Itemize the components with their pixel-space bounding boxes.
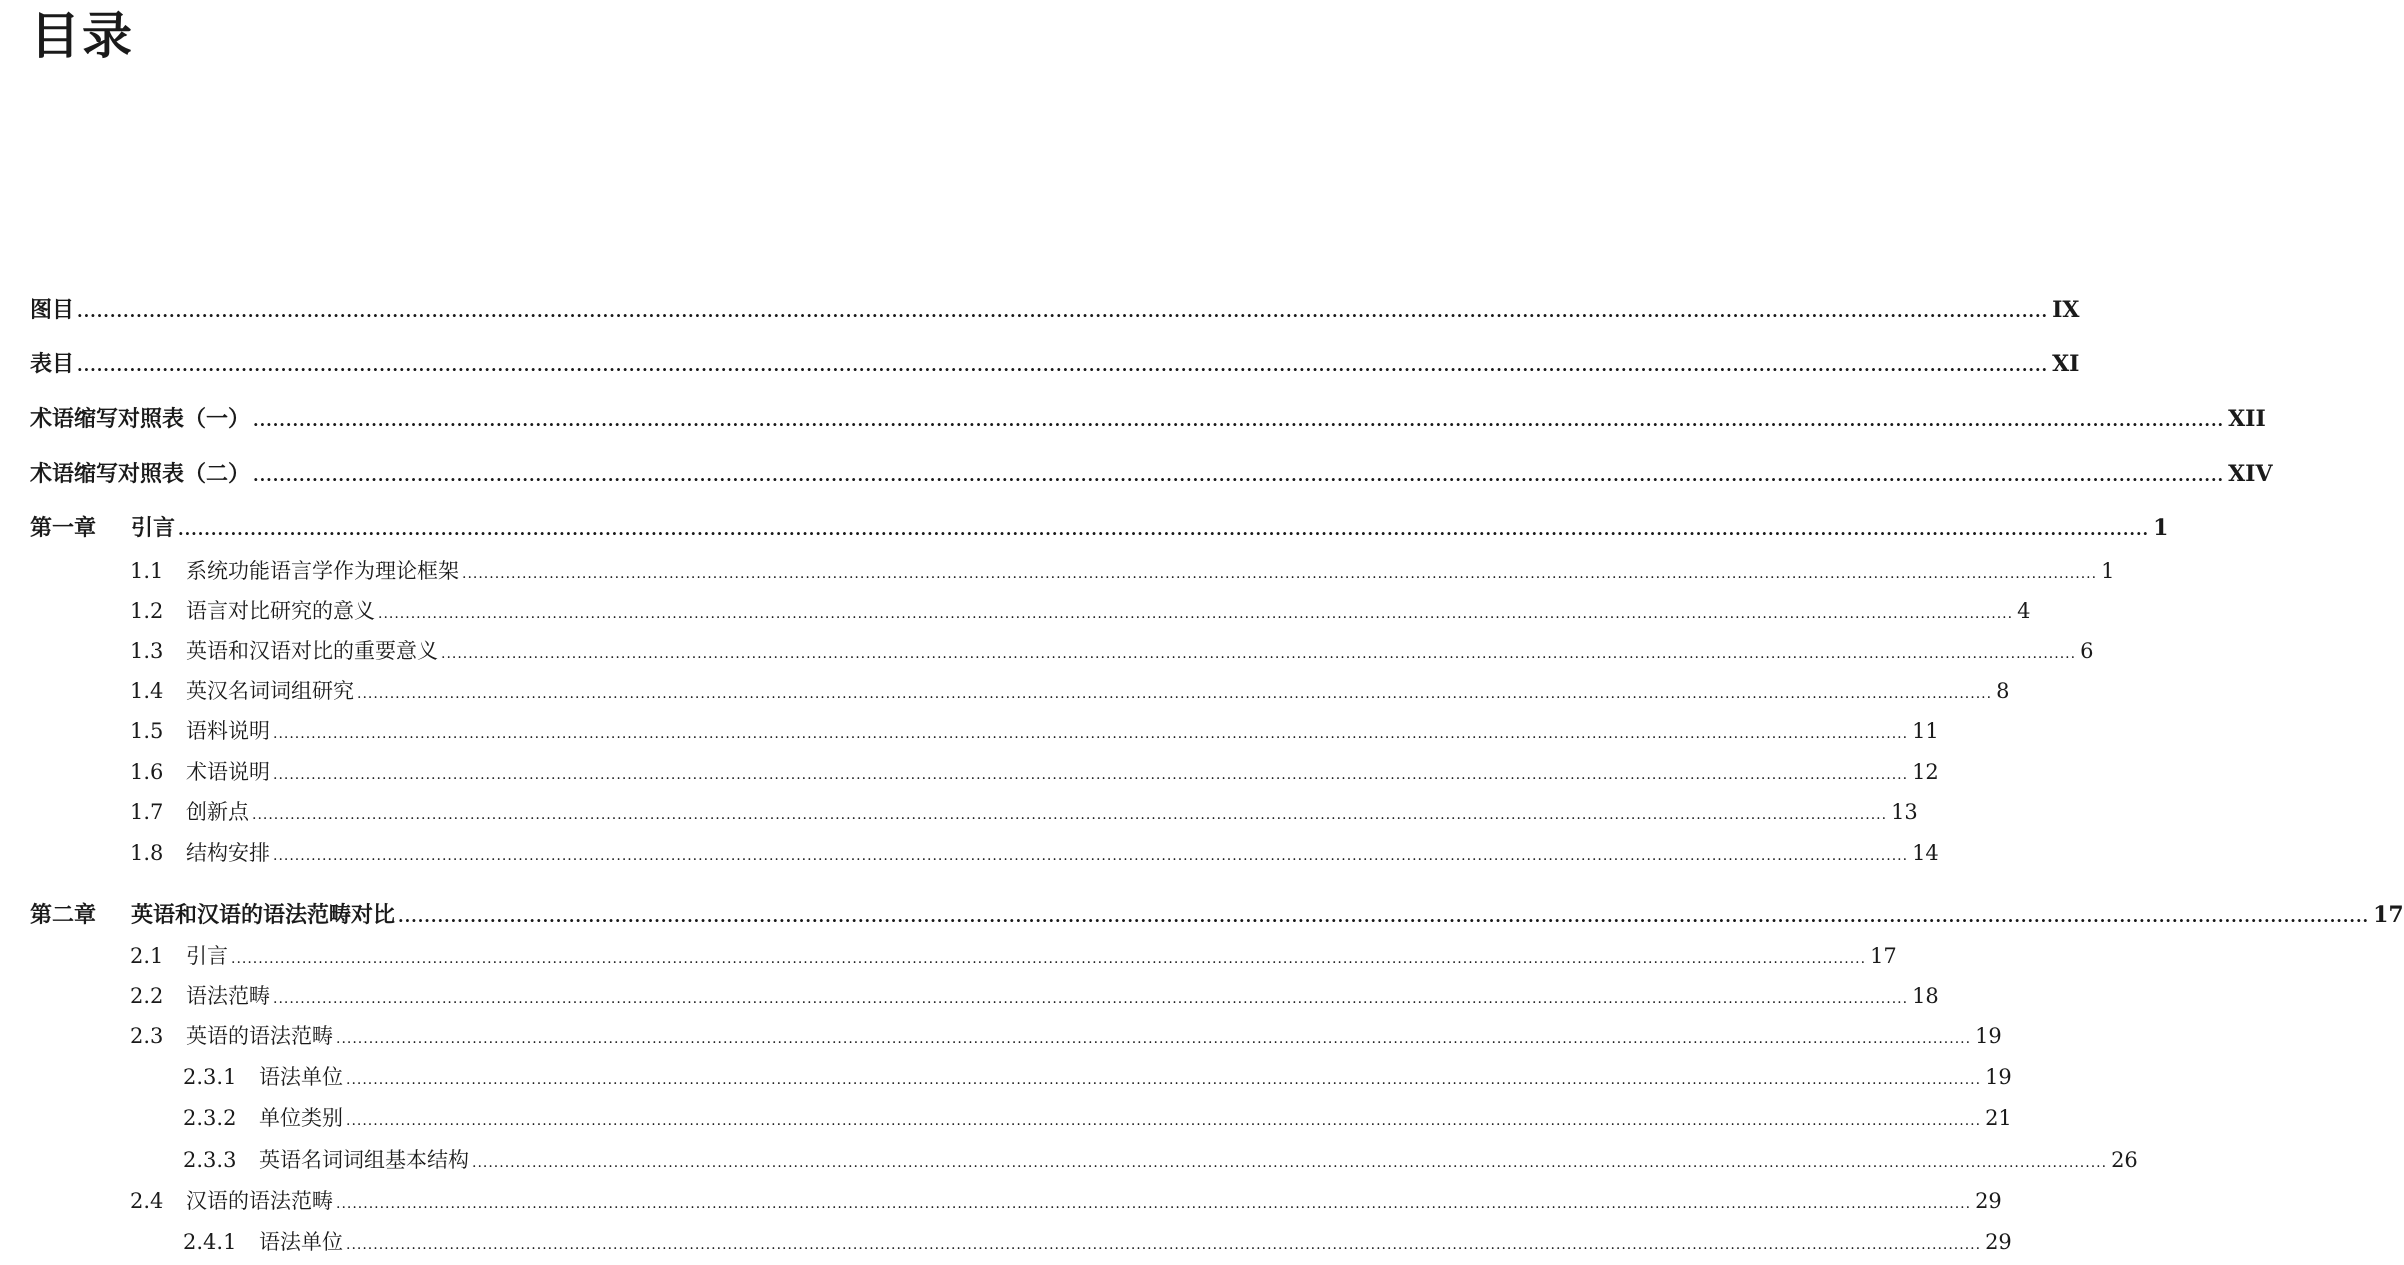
toc-entry-section-1-3[interactable]	[130, 635, 2094, 669]
toc-entry-title: 引言	[186, 944, 228, 968]
dot-leader: ............................................................................................................................................................................................................................................................................................................	[472, 1155, 2108, 1171]
toc-entry-title: 结构安排	[186, 841, 270, 865]
toc-entry-subsection-2-3-2[interactable]	[183, 1102, 2012, 1136]
toc-entry-page: 8	[1996, 679, 2010, 703]
toc-entry-page: 6	[2080, 639, 2094, 663]
toc-entry-page: XIV	[2228, 461, 2273, 487]
toc-entry-page: XI	[2052, 351, 2080, 377]
dot-leader: ............................................................................................................................................................................................................................................................................................................	[441, 646, 2077, 662]
toc-entry-title: 单位类别	[259, 1106, 343, 1130]
toc-entry-page: 26	[2111, 1148, 2138, 1172]
toc-entry-title: 语法范畴	[186, 984, 270, 1008]
toc-entry-title: 英汉名词词组研究	[186, 679, 354, 703]
dot-leader: ............................................................................................................................................................................................................................................................................................................	[77, 302, 2049, 321]
toc-entry-subsection-2-3-1[interactable]	[183, 1061, 2012, 1095]
toc-entry-section-1-7[interactable]	[130, 796, 1918, 830]
dot-leader: ............................................................................................................................................................................................................................................................................................................	[378, 606, 2014, 622]
toc-entry-section-1-5[interactable]	[130, 715, 1939, 749]
dot-leader: ............................................................................................................................................................................................................................................................................................................	[231, 951, 1867, 967]
dot-leader: ............................................................................................................................................................................................................................................................................................................	[336, 1031, 1972, 1047]
toc-entry-section-2-3[interactable]	[130, 1020, 2002, 1054]
toc-entry-number: 2.4.1	[183, 1230, 237, 1254]
toc-entry-page: XII	[2228, 406, 2266, 432]
toc-entry-number: 1.8	[130, 841, 164, 865]
toc-entry-page: 17	[2373, 902, 2404, 928]
dot-leader: ............................................................................................................................................................................................................................................................................................................	[252, 807, 1888, 823]
toc-entry-page: 29	[1985, 1230, 2012, 1254]
toc-entry-title: 图目	[30, 297, 75, 323]
toc-entry-number: 1.6	[130, 760, 164, 784]
toc-entry-section-2-2[interactable]	[130, 980, 1939, 1014]
toc-entry-number: 2.3	[130, 1024, 164, 1048]
toc-entry-page: 12	[1912, 760, 1939, 784]
toc-entry-number: 2.3.1	[183, 1065, 237, 1089]
toc-entry-section-1-1[interactable]	[130, 555, 2115, 589]
toc-entry-number: 1.5	[130, 719, 164, 743]
toc-entry-page: 19	[1985, 1065, 2012, 1089]
toc-entry-title: 语料说明	[186, 719, 270, 743]
toc-entry-title: 术语缩写对照表（二）	[30, 461, 251, 487]
toc-entry-title: 系统功能语言学作为理论框架	[186, 559, 459, 583]
toc-entry-number: 2.1	[130, 944, 164, 968]
dot-leader: ............................................................................................................................................................................................................................................................................................................	[273, 726, 1909, 742]
toc-entry-number: 2.3.3	[183, 1148, 237, 1172]
toc-entry-title: 语法单位	[259, 1230, 343, 1254]
toc-entry-number: 2.3.2	[183, 1106, 237, 1130]
toc-entry-title: 引言	[131, 515, 176, 541]
toc-entry-section-1-6[interactable]	[130, 756, 1939, 790]
dot-leader: ............................................................................................................................................................................................................................................................................................................	[273, 767, 1909, 783]
dot-leader: ............................................................................................................................................................................................................................................................................................................	[357, 686, 1993, 702]
toc-entry-page: 13	[1891, 800, 1918, 824]
toc-entry-page: 17	[1870, 944, 1897, 968]
toc-entry-section-1-4[interactable]	[130, 675, 2010, 709]
toc-entry-abbreviations-1[interactable]	[30, 402, 2266, 436]
dot-leader: ............................................................................................................................................................................................................................................................................................................	[77, 356, 2049, 375]
dot-leader: ............................................................................................................................................................................................................................................................................................................	[336, 1196, 1972, 1212]
toc-entry-subsection-2-3-3[interactable]	[183, 1144, 2138, 1178]
dot-leader: ............................................................................................................................................................................................................................................................................................................	[346, 1237, 1982, 1253]
toc-entry-title: 术语说明	[186, 760, 270, 784]
toc-entry-page: 11	[1912, 719, 1939, 743]
toc-entry-tables[interactable]	[30, 347, 2080, 381]
toc-entry-page: 21	[1985, 1106, 2012, 1130]
toc-entry-number: 1.7	[130, 800, 164, 824]
dot-leader: ............................................................................................................................................................................................................................................................................................................	[178, 520, 2150, 539]
toc-entry-page: 29	[1975, 1189, 2002, 1213]
toc-entry-title: 语言对比研究的意义	[186, 599, 375, 623]
toc-entry-chapter-1[interactable]	[30, 511, 2169, 545]
page-title: 目录	[30, 6, 134, 65]
dot-leader: ............................................................................................................................................................................................................................................................................................................	[346, 1072, 1982, 1088]
toc-entry-subsection-2-4-1[interactable]	[183, 1226, 2012, 1260]
toc-entry-section-1-8[interactable]	[130, 837, 1939, 871]
toc-entry-number: 2.2	[130, 984, 164, 1008]
dot-leader: ............................................................................................................................................................................................................................................................................................................	[346, 1113, 1982, 1129]
toc-entry-number: 第一章	[30, 515, 97, 541]
toc-entry-number: 1.4	[130, 679, 164, 703]
toc-entry-number: 第二章	[30, 902, 97, 928]
toc-entry-title: 语法单位	[259, 1065, 343, 1089]
toc-entry-number: 1.3	[130, 639, 164, 663]
toc-entry-title: 术语缩写对照表（一）	[30, 406, 251, 432]
toc-entry-title: 表目	[30, 351, 75, 377]
toc-entry-page: 1	[2101, 559, 2115, 583]
toc-entry-section-2-4[interactable]	[130, 1185, 2002, 1219]
dot-leader: ............................................................................................................................................................................................................................................................................................................	[273, 991, 1909, 1007]
toc-entry-chapter-2[interactable]	[30, 898, 2404, 932]
toc-entry-page: 19	[1975, 1024, 2002, 1048]
toc-entry-title: 英语名词词组基本结构	[259, 1148, 469, 1172]
toc-entry-title: 英语和汉语的语法范畴对比	[131, 902, 396, 928]
dot-leader: ............................................................................................................................................................................................................................................................................................................	[273, 848, 1909, 864]
dot-leader: ............................................................................................................................................................................................................................................................................................................	[253, 411, 2225, 430]
toc-entry-section-1-2[interactable]	[130, 595, 2031, 629]
dot-leader: ............................................................................................................................................................................................................................................................................................................	[253, 466, 2225, 485]
toc-entry-title: 英语的语法范畴	[186, 1024, 333, 1048]
toc-entry-page: 14	[1912, 841, 1939, 865]
toc-entry-page: 4	[2017, 599, 2031, 623]
toc-entry-number: 1.2	[130, 599, 164, 623]
toc-entry-abbreviations-2[interactable]	[30, 457, 2273, 491]
toc-entry-title: 汉语的语法范畴	[186, 1189, 333, 1213]
toc-entry-page: 18	[1912, 984, 1939, 1008]
toc-entry-number: 2.4	[130, 1189, 164, 1213]
toc-entry-page: IX	[2052, 297, 2080, 323]
toc-entry-title: 创新点	[186, 800, 249, 824]
toc-entry-page: 1	[2153, 515, 2169, 541]
toc-entry-figures[interactable]	[30, 293, 2080, 327]
toc-entry-section-2-1[interactable]	[130, 940, 1897, 974]
toc-entry-number: 1.1	[130, 559, 164, 583]
dot-leader: ............................................................................................................................................................................................................................................................................................................	[462, 566, 2098, 582]
dot-leader: ............................................................................................................................................................................................................................................................................................................	[398, 907, 2370, 926]
toc-entry-title: 英语和汉语对比的重要意义	[186, 639, 438, 663]
